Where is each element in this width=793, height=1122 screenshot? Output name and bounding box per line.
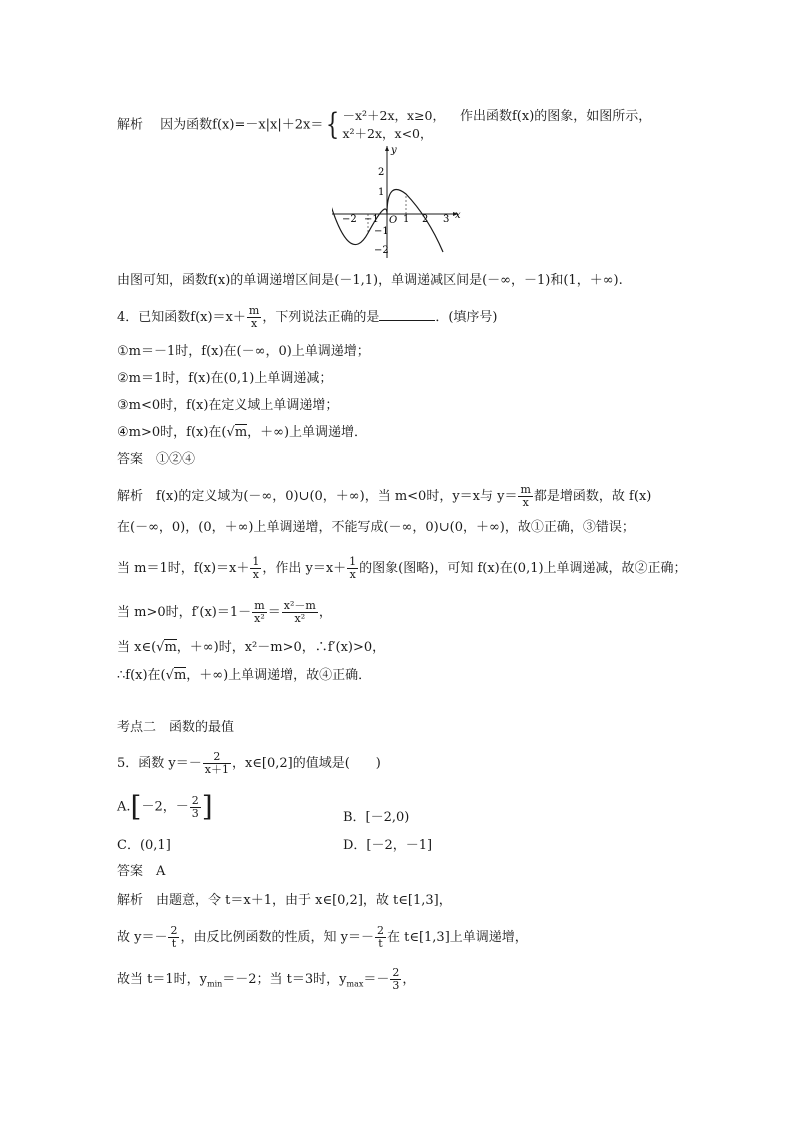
q5-option-c: C．(0,1] xyxy=(117,838,171,853)
q5-option-d: D．[－2，－1] xyxy=(343,838,433,853)
q4-sol-line6: ∴f(x)在(√m，＋∞)上单调递增，故④正确． xyxy=(117,668,372,683)
answer-label: 答案 xyxy=(117,452,144,467)
fraction: $\frac{m}{\text{x²}}$ xyxy=(254,599,265,625)
solution-label: 解析 xyxy=(117,117,144,133)
sol3-line1 xyxy=(117,107,445,143)
q4-sol-line4: 当 m>0时，f′(x)＝1－ $\frac{m}{\text{x²}}$ ＝ $\frac{\text{x²－m}}{\text{x²}}$ ， xyxy=(117,599,332,625)
x-axis-label: x xyxy=(455,210,461,221)
fraction: $\frac{m}{x}$ xyxy=(248,304,260,330)
fraction: $\frac{2}{t}$ xyxy=(170,924,178,950)
y-tick-label: −1 xyxy=(374,226,389,237)
y-tick-label: −2 xyxy=(374,245,389,256)
x-tick-label: 1 xyxy=(403,214,410,225)
q4-answer xyxy=(117,450,195,470)
section-title: 考点二 函数的最值 xyxy=(117,720,235,735)
fraction: $\frac{m}{x}$ xyxy=(520,483,531,509)
fraction: $\frac{2}{x+1}$ xyxy=(204,750,229,776)
sol3-conclusion: 由图可知，函数f(x)的单调递增区间是(－1,1)，单调递减区间是(－∞，－1)和(1，＋∞). xyxy=(117,273,623,288)
sol3-tail: 作出函数f(x)的图象，如图所示， xyxy=(460,109,652,124)
q5-option-a: A.[－2，－ $\frac{2}{3}$ ] xyxy=(117,790,213,823)
q5-sol-line2: 故 y＝－ $\frac{2}{t}$ ，由反比例函数的性质，知 y＝－ $\frac{2}{t}$ 在 t∈[1,3]上单调递增， xyxy=(117,924,528,950)
q5-sol-line3: 故当 t＝1时，$y_{min}=-2$；当 t＝3时，$y_{max}=-$ $\frac{2}{3}$ ， xyxy=(117,966,416,992)
case-1: －x²＋2x，x≥0， xyxy=(342,108,446,123)
q4-sol-line1: 解析 f(x)的定义域为(－∞，0)∪(0，＋∞)，当 m<0时，y＝x与 y＝ $\frac{m}{x}$ 都是增函数，故 f(x) xyxy=(117,483,652,509)
fraction: $\frac{1}{x}$ xyxy=(252,555,260,581)
fraction: $\frac{\text{x²－m}}{\text{x²}}$ xyxy=(283,599,316,625)
piecewise-cases xyxy=(342,107,445,143)
x-tick-label: −1 xyxy=(364,214,379,225)
solution-label: 解析 xyxy=(117,489,144,504)
answer-value: A xyxy=(156,864,166,879)
solution-label: 解析 xyxy=(117,893,144,908)
fraction: $\frac{2}{3}$ xyxy=(392,966,400,992)
fraction: $\frac{1}{x}$ xyxy=(349,555,357,581)
q5-stem: 5．函数 y＝－ $\frac{2}{x+1}$ ，x∈[0,2]的值域是( ) xyxy=(117,750,381,776)
q4-sol-line5: 当 x∈(√m，＋∞)时，x²－m>0，∴f′(x)>0， xyxy=(117,640,386,655)
x-tick-label: 3 xyxy=(443,214,450,225)
q4-option-1: ①m＝－1时，f(x)在(－∞，0)上单调递增； xyxy=(117,344,370,359)
sol3-intro: 因为函数f(x)=－x|x|＋2x＝ xyxy=(160,117,324,133)
case-2: x²＋2x，x<0， xyxy=(342,126,433,141)
q5-sol-line1: 解析 由题意，令 t＝x＋1，由于 x∈[0,2]，故 t∈[1,3]， xyxy=(117,893,452,908)
fraction: $\frac{2}{3}$ xyxy=(191,793,199,820)
answer-value: ①②④ xyxy=(156,452,196,467)
sqrt-m: m xyxy=(234,425,248,440)
q4-stem-pre: 4．已知函数f(x)＝x＋ xyxy=(117,310,246,325)
y-axis-label: y xyxy=(391,145,397,156)
q4-option-3: ③m<0时，f(x)在定义域上单调递增； xyxy=(117,398,339,413)
y-tick-label: 2 xyxy=(378,167,385,178)
origin-label: O xyxy=(389,215,398,226)
q4-option-4: ④m>0时，f(x)在(√m，＋∞)上单调递增． xyxy=(117,425,368,440)
q4-stem-tail: ．(填序号) xyxy=(435,310,498,325)
q4-option-2: ②m＝1时，f(x)在(0,1)上单调递减； xyxy=(117,371,333,386)
q4-sol-line2: 在(－∞，0)，(0，＋∞)上单调递增，不能写成(－∞，0)∪(0，＋∞)，故①正确，③错误； xyxy=(117,520,635,535)
y-axis-arrow xyxy=(385,146,389,151)
answer-blank xyxy=(379,308,435,321)
q4-stem-post: ，下列说法正确的是 xyxy=(262,310,380,325)
q5-answer xyxy=(117,862,165,882)
y-tick-label: 1 xyxy=(378,187,385,198)
q5-option-b: B．[－2,0) xyxy=(343,810,410,825)
fraction: $\frac{2}{t}$ xyxy=(376,924,384,950)
function-graph xyxy=(332,142,462,260)
cases-brace: { xyxy=(326,107,340,142)
q4-sol-line3: 当 m＝1时，f(x)＝x＋ $\frac{1}{x}$ ，作出 y＝x＋ $\frac{1}{x}$ 的图象(图略)，可知 f(x)在(0,1)上单调递减，故②正确； xyxy=(117,555,687,581)
x-tick-label: −2 xyxy=(342,214,357,225)
answer-label: 答案 xyxy=(117,864,144,879)
q4-stem xyxy=(117,305,498,330)
x-tick-label: 2 xyxy=(422,214,429,225)
